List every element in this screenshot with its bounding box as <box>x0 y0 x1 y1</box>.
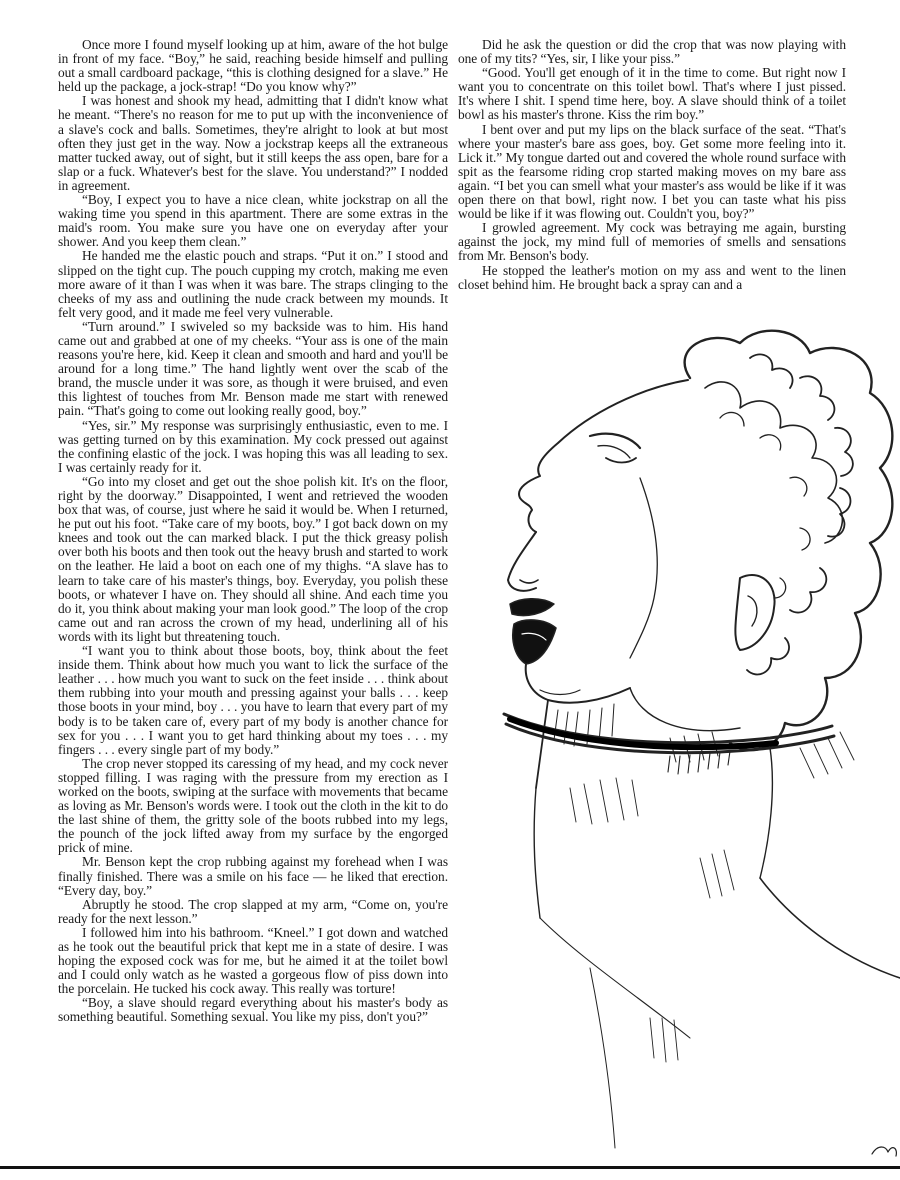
paragraph: Mr. Benson kept the crop rubbing against my forehead when I was finally finished. There was a smile on his face — he liked that erection. “Every day, boy.” <box>58 854 448 898</box>
paragraph: “Boy, I expect you to have a nice clean, white jockstrap on all the waking time you spend in this apartment. There are some extras in the maid's room. You make sure you have one on everyday after your shower. And you keep them clean.” <box>58 192 448 250</box>
paragraph: I growled agreement. My cock was betraying me again, bursting against the jock, my mind full of memories of smells and sensations from Mr. Benson's body. <box>458 220 846 264</box>
paragraph: “Boy, a slave should regard everything about his master's body as something beautiful. Something sexual. You like my piss, don't you?” <box>58 995 448 1025</box>
right-text-column <box>458 38 846 292</box>
paragraph: “Go into my closet and get out the shoe polish kit. It's on the floor, right by the doorway.” Disappointed, I went and retrieved the wooden box that was, of course, just where he said it would be. When I returned, he put out his foot. “Take care of my boots, boy.” I got back down on my knees and took out the can marked black. I put the thick greasy polish over both his boots and then took out the heavy brush and started to work on the leather. He laid a boot on each one of my thighs. “A slave has to learn to take care of his master's things, boy. Everyday, you polish these boots, or whatever I have on. They should all shine. And each time you do it, you think about making your man look good.” The loop of the crop came out and ran across the crown of my head, underlining all of his words with its light but threatening touch. <box>58 473 448 644</box>
paragraph: “I want you to think about those boots, boy, think about the feet inside them. Think about how much you want to lick the surface of the leather . . . how much you want to suck on the feet inside . . . think about them rubbing into your mouth and pressing against your balls . . . keep those boots in your mind, boy . . . you have to learn that every part of my body is to be taken care of, every part of my body is another chance for sex for you . . . I want you to get hard thinking about my toes . . . my fingers . . . every single part of my body.” <box>58 643 448 757</box>
bottom-rule <box>0 1166 900 1169</box>
paragraph: The crop never stopped its caressing of my head, and my cock never stopped filling. I was raging with the pressure from my erection as I worked on the boots, swiping at the surface with movements that became as loving as Mr. Benson's words were. I took out the cloth in the kit to do the last shine of them, the gritty sole of the boots rubbed into my legs, the pounch of the jock lifted away from my surface by the engorged prick of mine. <box>58 755 448 856</box>
paragraph: He stopped the leather's motion on my ass and went to the linen closet behind him. He brought back a spray can and a <box>458 262 846 292</box>
paragraph: I followed him into his bathroom. “Kneel.” I got down and watched as he took out the beautiful prick that kept me in a state of desire. I was hoping the exposed cock was for me, but he aimed it at the toilet bowl and I could only watch as he wasted a gorgeous flow of piss down into the porcelain. He tucked his cock away. This really was torture! <box>58 924 448 997</box>
paragraph: “Good. You'll get enough of it in the time to come. But right now I want you to concentrate on this toilet bowl. That's where I just pissed. It's where I shit. I spend time here, boy. A slave should think of a toilet bowl as his master's throne. Kiss the rim boy.” <box>458 65 846 123</box>
paragraph: He handed me the elastic pouch and straps. “Put it on.” I stood and slipped on the tight cup. The pouch cupping my crotch, making me even more aware of it than I was when it was bare. The straps clinging to the cheeks of my ass and outlining the nude crack between my mounds. It felt very good, and it made me feel very vulnerable. <box>58 248 448 320</box>
paragraph: I was honest and shook my head, admitting that I didn't know what he meant. “There's no reason for me to put up with the inconvenience of a slave's cock and balls. Sometimes, they're alright to look at but most often they just get in the way. Now a jockstrap keeps all the extraneous matter tucked away, out of sight, but it still keeps the ass open, bare for a slap or a fuck. Whatever's best for the slave. You understand?” I nodded in agreement. <box>58 93 448 193</box>
paragraph: Once more I found myself looking up at him, aware of the hot bulge in front of my face. “Boy,” he said, reaching beside himself and pulling out a small cardboard package, “this is clothing designed for a slave.” He held up the package, a jock-strap! “Do you know why?” <box>58 37 448 95</box>
left-text-column <box>58 38 448 1025</box>
pencil-portrait-illustration <box>440 318 900 1180</box>
paragraph: Did he ask the question or did the crop that was now playing with one of my tits? “Yes, sir, I like your piss.” <box>458 37 846 67</box>
paragraph: I bent over and put my lips on the black surface of the seat. “That's where your master's bare ass goes, boy. Get some more feeling into it. Lick it.” My tongue darted out and covered the whole round surface with spit as the fearsome riding crop started making moves on my bare ass again. “I bet you can smell what your master's ass would be like if it was open there on that bowl, right now. I bet you can taste what his piss would be like if it was flowing out. Couldn't you, boy?” <box>458 121 847 222</box>
paragraph: Abruptly he stood. The crop slapped at my arm, “Come on, you're ready for the next lesson.” <box>58 896 448 926</box>
paragraph: “Turn around.” I swiveled so my backside was to him. His hand came out and grabbed at one of my cheeks. “Your ass is one of the main reasons you're here, kid. Keep it clean and smooth and hard and you'll be around for a long time.” The hand lightly went over the scab of the brand, the muscle under it was sore, as though it were bruised, and even this lightest of touches from Mr. Benson made me start with renewed pain. “That's going to come out looking really good, boy.” <box>58 318 448 419</box>
paragraph: “Yes, sir.” My response was surprisingly enthusiastic, even to me. I was getting turned on by this examination. My cock pressed out against the confining elastic of the jock. I was hoping this was all leading to sex. I was certainly ready for it. <box>58 417 448 475</box>
